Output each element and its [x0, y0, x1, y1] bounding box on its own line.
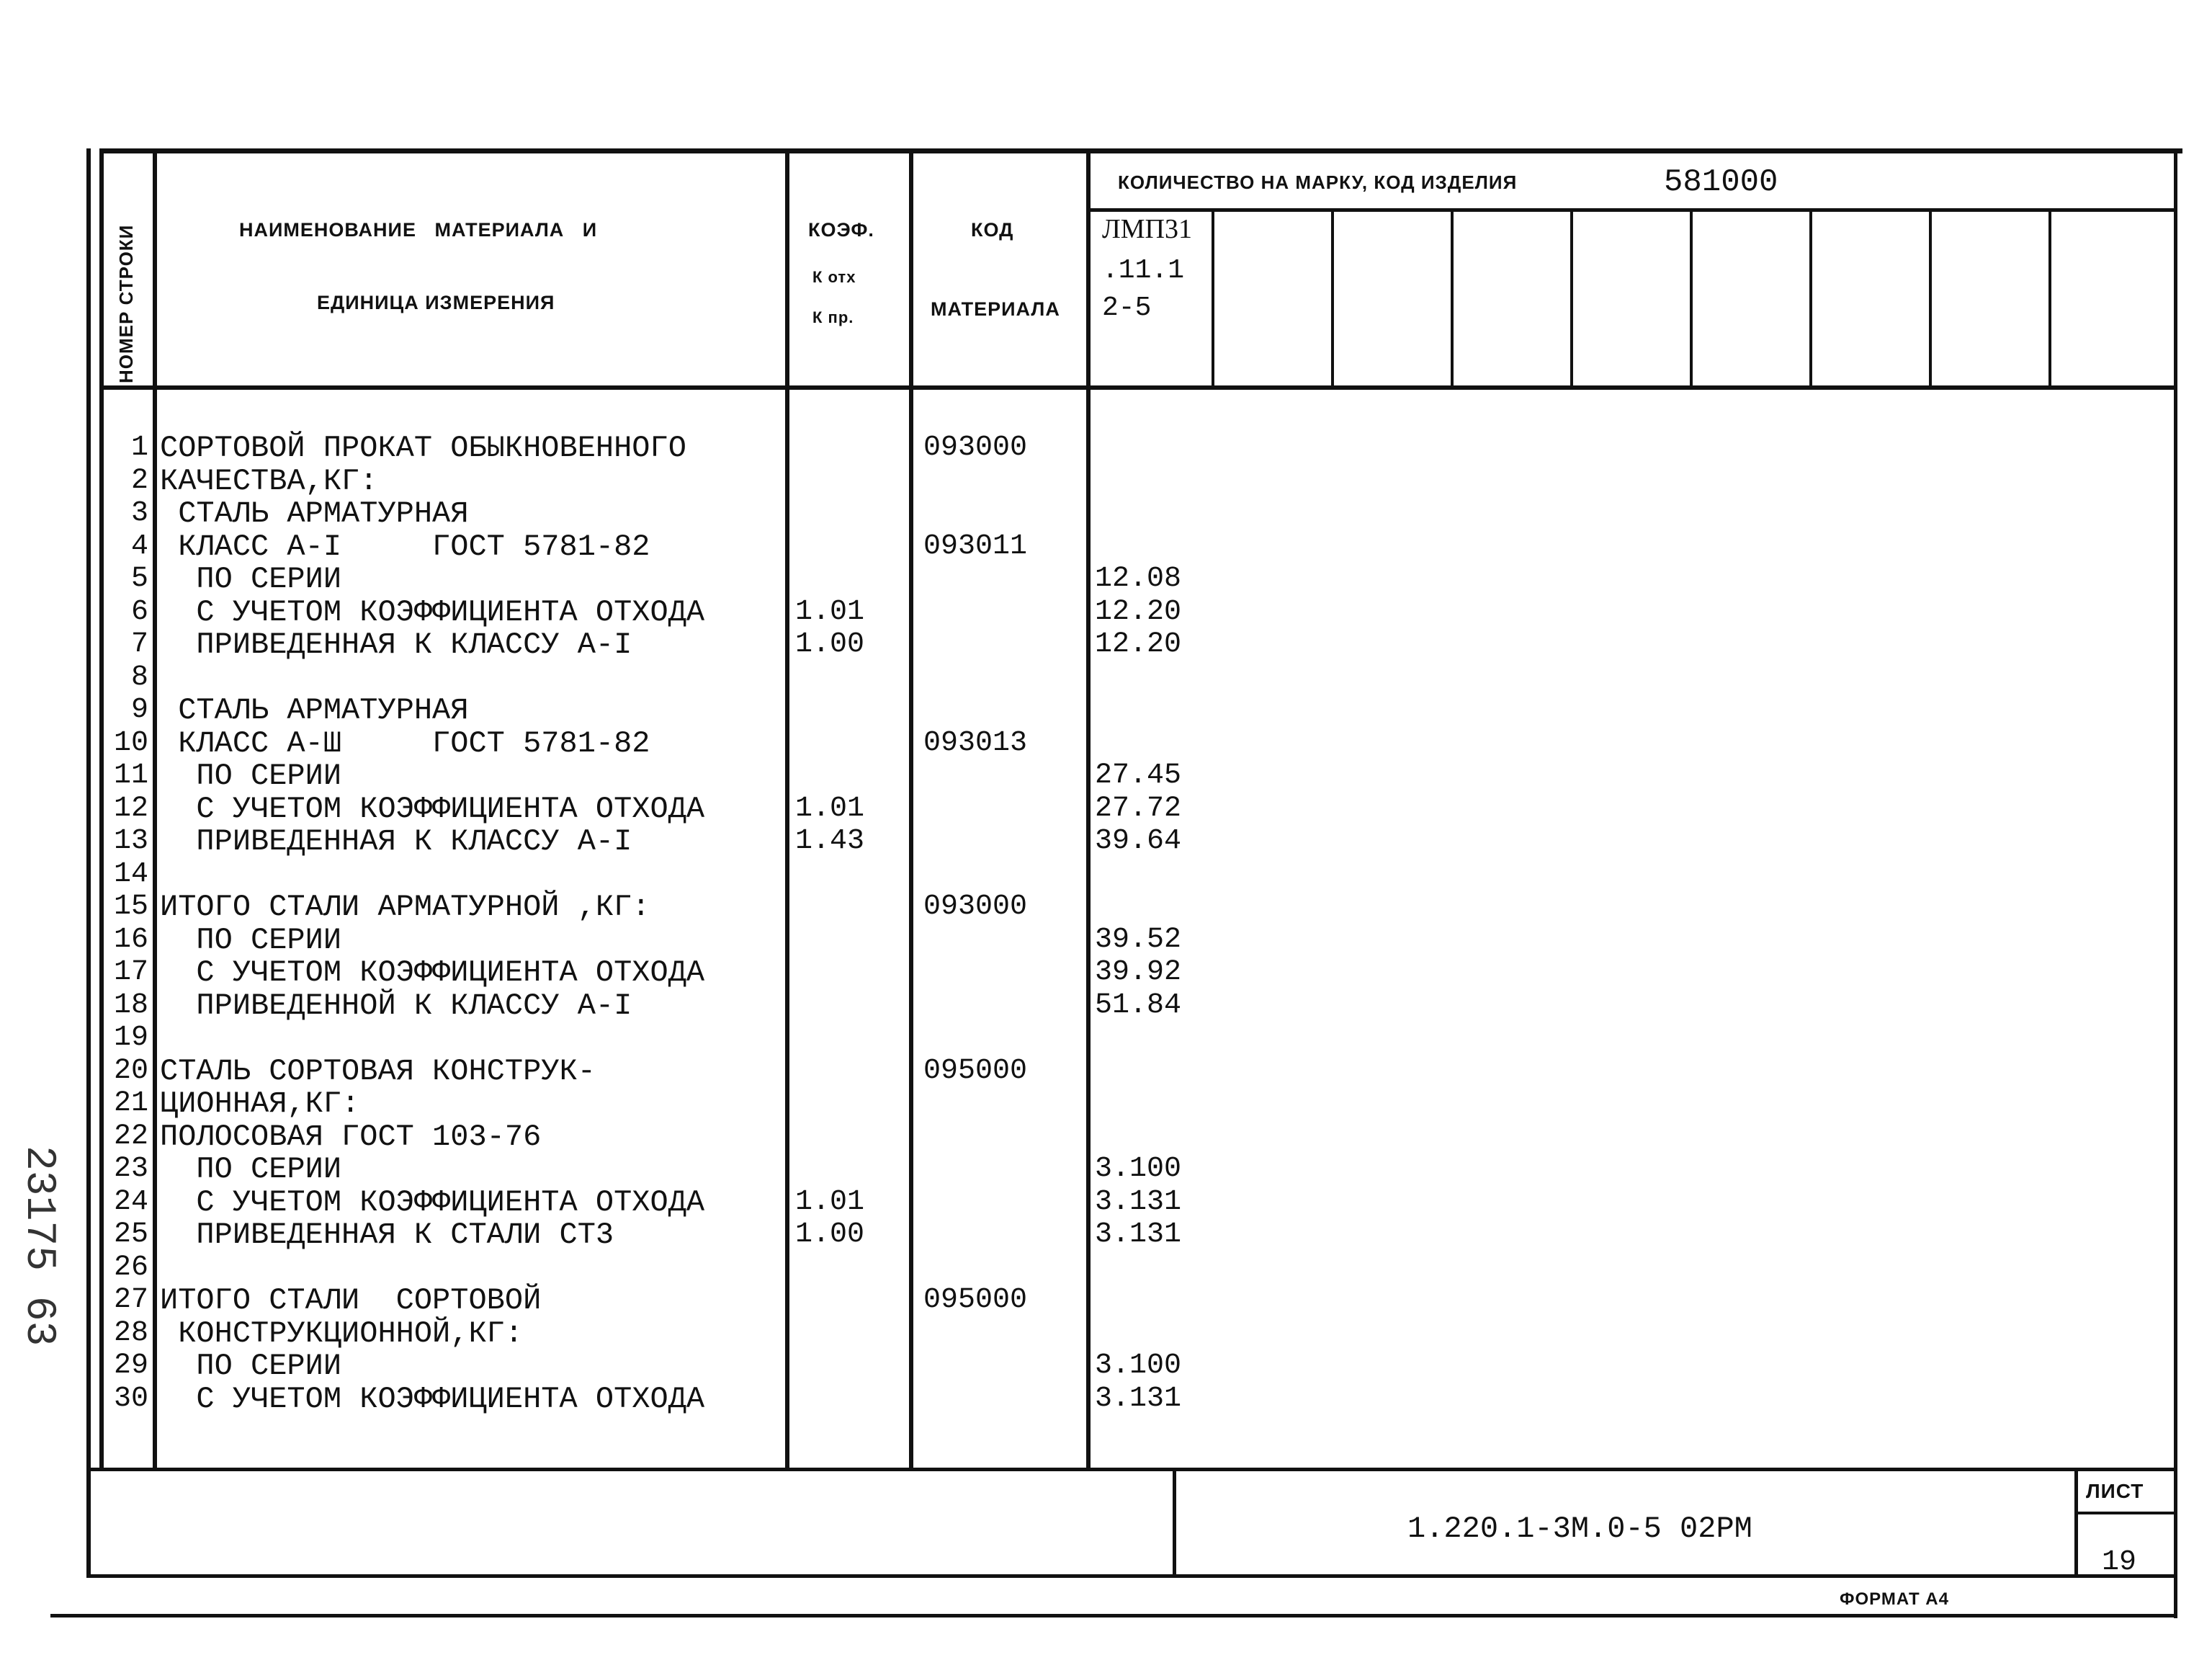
qty-cell-divider [2048, 208, 2051, 388]
quantity-value: 27.45 [1095, 759, 1182, 792]
material-name: КЛАСС А-Ш ГОСТ 5781-82 [160, 726, 650, 761]
row-number: 9 [130, 694, 148, 726]
row-number: 22 [113, 1120, 148, 1153]
coef-header-line2: К отх [812, 268, 856, 286]
row-number: 8 [130, 661, 148, 694]
row-number: 29 [113, 1349, 148, 1382]
sheet-cell-mid-line [2074, 1512, 2175, 1514]
row-number: 1 [130, 432, 148, 464]
row-number: 25 [113, 1218, 148, 1251]
row-number: 26 [113, 1251, 148, 1284]
row-number: 30 [113, 1383, 148, 1415]
quantity-value: 3.131 [1095, 1218, 1182, 1251]
quantity-value: 3.131 [1095, 1186, 1182, 1218]
material-code: 095000 [923, 1055, 1028, 1087]
coef-header-line1: КОЭФ. [808, 219, 874, 241]
material-code: 093000 [923, 432, 1028, 464]
row-number: 28 [113, 1317, 148, 1349]
col-divider-name [153, 153, 157, 1468]
format-label: ФОРМАТ А4 [1840, 1589, 1949, 1609]
body-bottom-line [86, 1468, 2174, 1471]
qty-cell-divider [1212, 208, 1214, 388]
header-separator-line [99, 385, 2174, 390]
frame-bottom-line [86, 1574, 2174, 1578]
row-number: 13 [113, 825, 148, 857]
quantity-value: 12.20 [1095, 596, 1182, 628]
material-name: ПОЛОСОВАЯ ГОСТ 103-76 [160, 1120, 542, 1154]
quantity-value: 51.84 [1095, 989, 1182, 1022]
col-divider-code [909, 153, 913, 1468]
margin-number: 23175 63 [15, 1146, 62, 1347]
qty-header-line [1086, 208, 2174, 212]
qty-cell-divider [1331, 208, 1334, 388]
row-number: 20 [113, 1055, 148, 1087]
material-name: ИТОГО СТАЛИ СОРТОВОЙ [160, 1283, 542, 1318]
row-number-header: НОМЕР СТРОКИ [115, 224, 137, 383]
coef-value: 1.43 [795, 825, 865, 857]
material-name: ПО СЕРИИ [160, 1349, 342, 1383]
material-name: КОНСТРУКЦИОННОЙ,КГ: [160, 1316, 524, 1351]
format-bottom-line [50, 1614, 2175, 1617]
quantity-value: 12.08 [1095, 563, 1182, 595]
mark-line2: .11.1 [1102, 255, 1185, 286]
col-divider-qty [1086, 153, 1091, 1468]
material-code: 095000 [923, 1284, 1028, 1316]
quantity-value: 27.72 [1095, 793, 1182, 825]
material-name: СОРТОВОЙ ПРОКАТ ОБЫКНОВЕННОГО [160, 431, 686, 465]
material-name: ЦИОННАЯ,КГ: [160, 1086, 360, 1121]
row-number: 11 [113, 759, 148, 792]
product-code: 581000 [1664, 164, 1778, 200]
row-number: 7 [130, 628, 148, 661]
material-code: 093000 [923, 891, 1028, 923]
coef-value: 1.01 [795, 596, 865, 628]
material-name-header-line2: ЕДИНИЦА ИЗМЕРЕНИЯ [317, 292, 555, 313]
row-number: 3 [130, 497, 148, 530]
qty-cell-divider [1451, 208, 1454, 388]
code-header-line1: КОД [971, 219, 1014, 241]
row-number: 27 [113, 1284, 148, 1316]
sheet-number: 19 [2102, 1546, 2137, 1579]
coef-value: 1.01 [795, 793, 865, 825]
frame-right-line [2174, 148, 2177, 1618]
material-name: ПО СЕРИИ [160, 562, 342, 597]
quantity-value: 39.64 [1095, 825, 1182, 857]
quantity-value: 39.52 [1095, 924, 1182, 956]
material-name: ПРИВЕДЕННАЯ К КЛАССУ А-I [160, 628, 632, 662]
material-name: С УЧЕТОМ КОЭФФИЦИЕНТА ОТХОДА [160, 955, 705, 990]
qty-cell-divider [1929, 208, 1932, 388]
mark-line3: 2-5 [1102, 293, 1152, 323]
row-number: 15 [113, 891, 148, 923]
material-name: ПРИВЕДЕННАЯ К СТАЛИ СТ3 [160, 1218, 614, 1252]
coef-header-line3: К пр. [812, 308, 854, 326]
row-number: 18 [113, 989, 148, 1022]
coef-value: 1.01 [795, 1186, 865, 1218]
row-number: 17 [113, 956, 148, 989]
col-divider-coef [785, 153, 789, 1468]
qty-cell-divider [1690, 208, 1693, 388]
quantity-value: 12.20 [1095, 628, 1182, 661]
material-name: ПО СЕРИИ [160, 1152, 342, 1187]
material-name: ПО СЕРИИ [160, 759, 342, 793]
row-number: 21 [113, 1087, 148, 1120]
qty-cell-divider [1570, 208, 1573, 388]
material-name: СТАЛЬ СОРТОВАЯ КОНСТРУК- [160, 1054, 596, 1089]
material-code: 093013 [923, 727, 1028, 759]
row-number: 5 [130, 563, 148, 595]
stamp-divider [1173, 1470, 1176, 1578]
quantity-header: КОЛИЧЕСТВО НА МАРКУ, КОД ИЗДЕЛИЯ [1118, 171, 1518, 193]
coef-value: 1.00 [795, 1218, 865, 1251]
row-number: 2 [130, 465, 148, 497]
code-header-line2: МАТЕРИАЛА [931, 298, 1060, 320]
row-number: 12 [113, 793, 148, 825]
frame-left-line [86, 148, 91, 1576]
material-code: 093011 [923, 530, 1028, 563]
material-name: КЛАСС А-I ГОСТ 5781-82 [160, 530, 650, 564]
quantity-value: 3.100 [1095, 1349, 1182, 1382]
material-name: ИТОГО СТАЛИ АРМАТУРНОЙ ,КГ: [160, 890, 650, 924]
material-name: С УЧЕТОМ КОЭФФИЦИЕНТА ОТХОДА [160, 1185, 705, 1220]
mark-line1: ЛМП31 [1102, 214, 1193, 244]
quantity-value: 3.100 [1095, 1153, 1182, 1185]
material-name: ПО СЕРИИ [160, 923, 342, 958]
material-name: С УЧЕТОМ КОЭФФИЦИЕНТА ОТХОДА [160, 595, 705, 630]
material-name-header-line1: НАИМЕНОВАНИЕ МАТЕРИАЛА И [239, 219, 598, 241]
document-code: 1.220.1-3М.0-5 02РМ [1407, 1512, 1752, 1546]
row-number: 14 [113, 858, 148, 891]
coef-value: 1.00 [795, 628, 865, 661]
frame-top-line [99, 148, 2182, 153]
material-name: СТАЛЬ АРМАТУРНАЯ [160, 496, 469, 531]
sheet-cell-left-line [2074, 1470, 2078, 1576]
material-name: СТАЛЬ АРМАТУРНАЯ [160, 693, 469, 728]
material-name: ПРИВЕДЕННАЯ К КЛАССУ А-I [160, 824, 632, 859]
quantity-value: 3.131 [1095, 1383, 1182, 1415]
row-number: 6 [130, 596, 148, 628]
material-name: ПРИВЕДЕННОЙ К КЛАССУ А-I [160, 989, 632, 1023]
row-number: 4 [130, 530, 148, 563]
material-name: С УЧЕТОМ КОЭФФИЦИЕНТА ОТХОДА [160, 1382, 705, 1416]
row-number: 23 [113, 1153, 148, 1185]
row-number: 24 [113, 1186, 148, 1218]
quantity-value: 39.92 [1095, 956, 1182, 989]
material-name: С УЧЕТОМ КОЭФФИЦИЕНТА ОТХОДА [160, 792, 705, 826]
material-name: КАЧЕСТВА,КГ: [160, 464, 378, 499]
qty-cell-divider [1809, 208, 1812, 388]
row-number: 19 [113, 1022, 148, 1054]
row-number: 10 [113, 727, 148, 759]
sheet-label: ЛИСТ [2086, 1480, 2144, 1502]
row-number: 16 [113, 924, 148, 956]
